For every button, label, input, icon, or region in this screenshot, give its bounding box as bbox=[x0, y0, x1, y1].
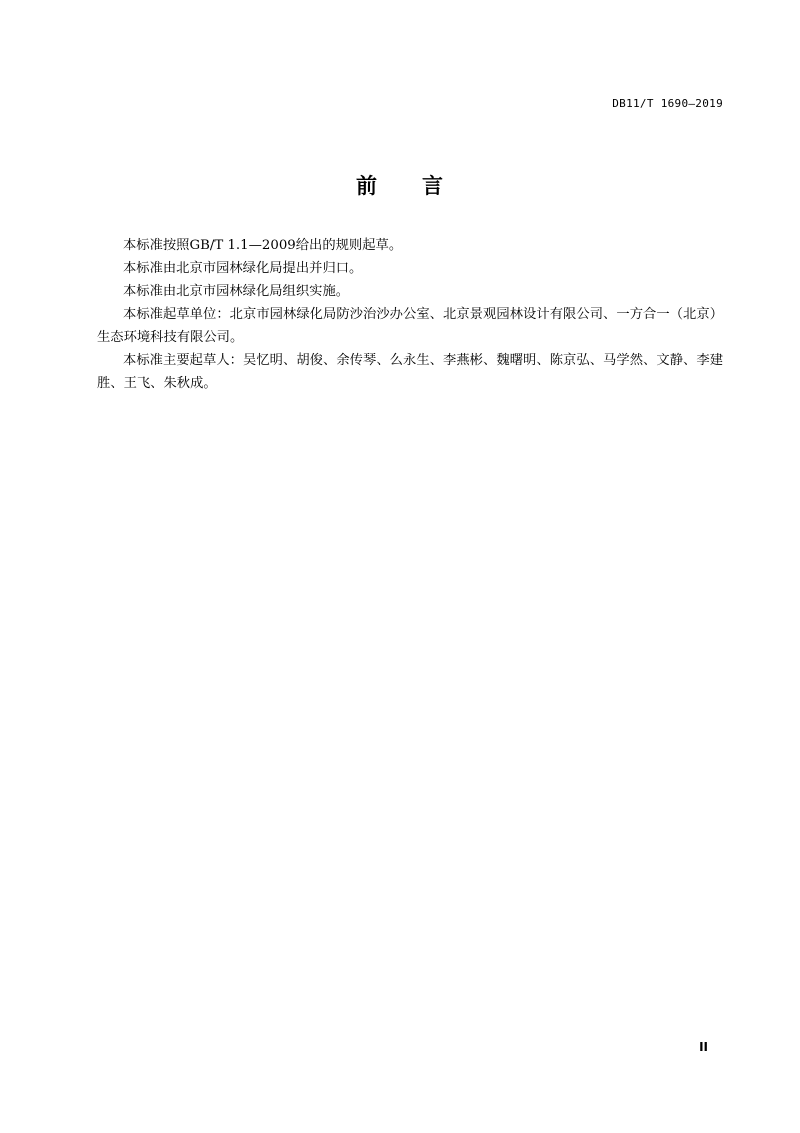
paragraph-implementer: 本标准由北京市园林绿化局组织实施。 bbox=[123, 284, 350, 299]
paragraph-proposer: 本标准由北京市园林绿化局提出并归口。 bbox=[123, 261, 363, 276]
page-title bbox=[0, 170, 800, 200]
paragraph-drafting-rules: 本标准按照GB/T 1.1—2009给出的规则起草。 bbox=[123, 238, 403, 253]
paragraph-drafting-units: 本标准起草单位：北京市园林绿化局防沙治沙办公室、北京景观园林设计有限公司、一方合一（北京）生态环境科技有限公司。 bbox=[97, 307, 723, 345]
title-char-2: 言 bbox=[422, 174, 444, 198]
page-number: II bbox=[699, 1040, 708, 1054]
standard-code: DB11/T 1690—2019 bbox=[612, 97, 723, 110]
foreword-body bbox=[97, 234, 723, 395]
paragraph-drafters: 本标准主要起草人：吴忆明、胡俊、余传琴、么永生、李燕彬、魏曙明、陈京弘、马学然、文静、李建胜、王飞、朱秋成。 bbox=[97, 353, 723, 391]
title-char-1: 前 bbox=[356, 174, 378, 198]
